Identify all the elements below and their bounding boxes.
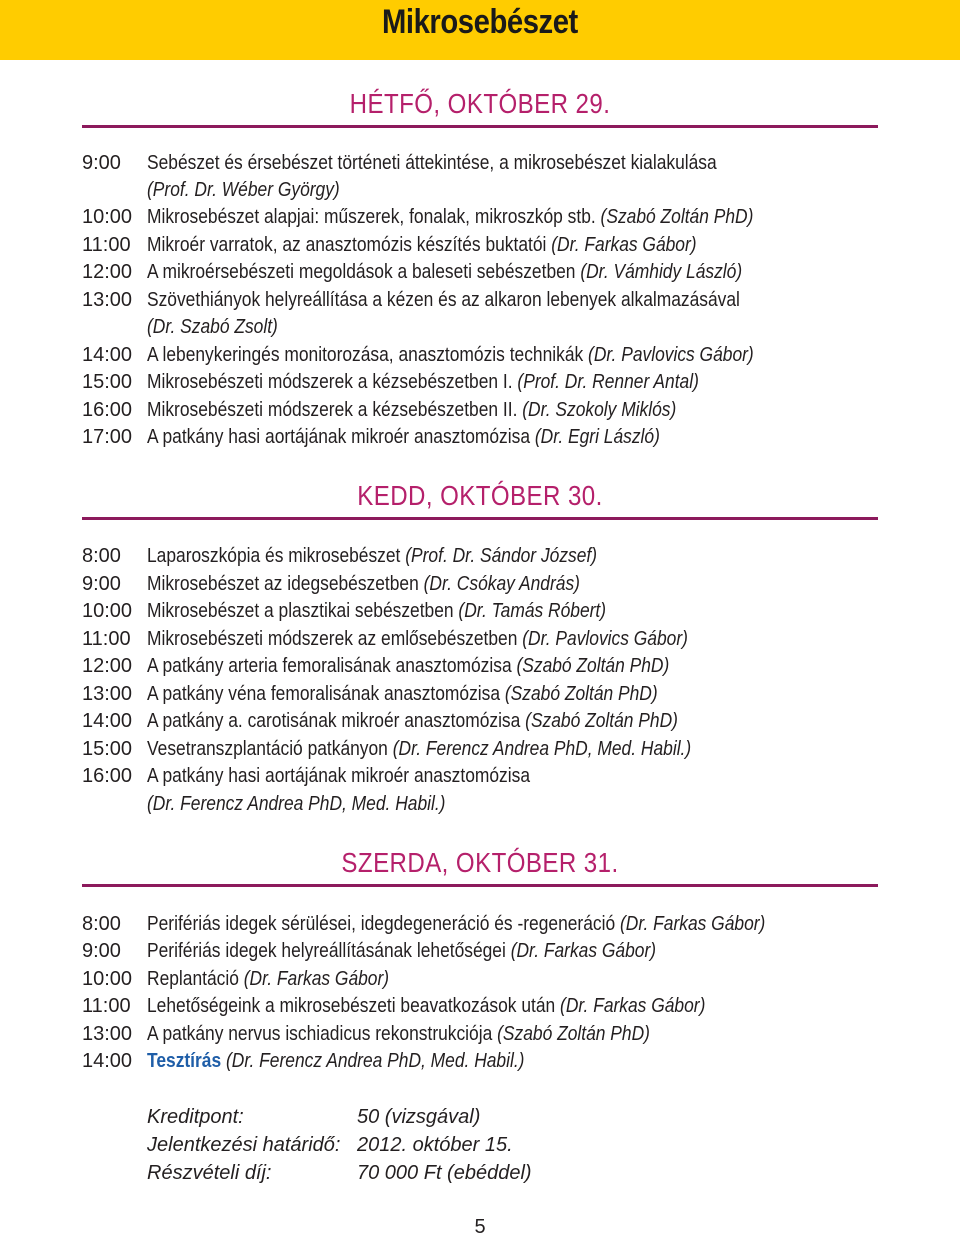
divider bbox=[82, 884, 878, 887]
info-value: 70 000 Ft (ebéddel) bbox=[357, 1162, 532, 1184]
session-time: 15:00 bbox=[82, 371, 133, 393]
session-title: Replantáció bbox=[147, 968, 239, 990]
session-speaker: (Szabó Zoltán PhD) bbox=[504, 683, 658, 705]
session-speaker: (Prof. Dr. Sándor József) bbox=[405, 545, 598, 567]
schedule-row bbox=[82, 314, 882, 341]
session-title: A patkány hasi aortájának mikroér anasztomózisa bbox=[147, 426, 531, 448]
session-title: Vesetranszplantáció patkányon bbox=[147, 738, 388, 760]
session-title: Mikrosebészeti módszerek az emlősebészetben bbox=[147, 628, 518, 650]
session-time: 13:00 bbox=[82, 1023, 133, 1045]
session-time: 12:00 bbox=[82, 655, 133, 677]
schedule-row bbox=[82, 232, 882, 259]
session-speaker: (Dr. Tamás Róbert) bbox=[458, 600, 607, 622]
schedule-row bbox=[82, 424, 882, 451]
divider bbox=[82, 517, 878, 520]
session-title: Lehetőségeink a mikrosebészeti beavatkozások után bbox=[147, 995, 556, 1017]
session-time: 10:00 bbox=[82, 206, 133, 228]
session-speaker: (Dr. Farkas Gábor) bbox=[243, 968, 390, 990]
header-banner bbox=[0, 0, 960, 60]
session-title: Mikrosebészeti módszerek a kézsebészetben I. bbox=[147, 371, 513, 393]
schedule-row bbox=[82, 911, 882, 938]
session-title: A patkány a. carotisának mikroér anasztomózisa bbox=[147, 710, 521, 732]
schedule-row bbox=[82, 177, 882, 204]
session-time: 13:00 bbox=[82, 289, 133, 311]
session-time: 9:00 bbox=[82, 573, 121, 595]
schedule-row bbox=[82, 598, 882, 625]
session-time: 9:00 bbox=[82, 940, 121, 962]
session-title: A mikroérsebészeti megoldások a baleseti sebészetben bbox=[147, 261, 576, 283]
day-heading: HÉTFŐ, OKTÓBER 29. bbox=[349, 88, 611, 119]
schedule-row bbox=[82, 993, 882, 1020]
session-title: A lebenykeringés monitorozása, anasztomózis technikák bbox=[147, 344, 584, 366]
session-time: 16:00 bbox=[82, 399, 133, 421]
schedule-row bbox=[82, 1048, 882, 1075]
session-time: 11:00 bbox=[82, 234, 131, 256]
schedule-row bbox=[82, 287, 882, 314]
schedule-row bbox=[82, 626, 882, 653]
info-label: Részvételi díj: bbox=[147, 1162, 272, 1184]
session-time: 10:00 bbox=[82, 600, 133, 622]
session-time: 16:00 bbox=[82, 765, 133, 787]
schedule-row bbox=[82, 938, 882, 965]
info-row bbox=[147, 1159, 647, 1187]
schedule-row bbox=[82, 791, 882, 818]
info-value: 2012. október 15. bbox=[357, 1134, 513, 1156]
schedule-row bbox=[82, 543, 882, 570]
session-time: 14:00 bbox=[82, 1050, 133, 1072]
session-title: Laparoszkópia és mikrosebészet bbox=[147, 545, 401, 567]
session-title: Szövethiányok helyreállítása a kézen és az alkaron lebenyek alkalmazásával bbox=[147, 289, 740, 311]
day-heading: KEDD, OKTÓBER 30. bbox=[357, 480, 603, 511]
schedule-row bbox=[82, 571, 882, 598]
session-title: A patkány nervus ischiadicus rekonstrukciója bbox=[147, 1023, 493, 1045]
info-value: 50 (vizsgával) bbox=[357, 1106, 481, 1128]
info-row bbox=[147, 1131, 647, 1159]
info-label: Kreditpont: bbox=[147, 1106, 244, 1128]
session-time: 14:00 bbox=[82, 344, 133, 366]
schedule-row bbox=[82, 681, 882, 708]
session-speaker: (Dr. Ferencz Andrea PhD, Med. Habil.) bbox=[147, 793, 446, 815]
session-time: 12:00 bbox=[82, 261, 133, 283]
schedule-row bbox=[82, 369, 882, 396]
session-speaker: (Prof. Dr. Renner Antal) bbox=[517, 371, 699, 393]
schedule-row bbox=[82, 150, 882, 177]
session-speaker: (Szabó Zoltán PhD) bbox=[497, 1023, 650, 1045]
schedule-row bbox=[82, 763, 882, 790]
session-speaker: (Prof. Dr. Wéber György) bbox=[147, 179, 340, 201]
session-speaker: (Dr. Farkas Gábor) bbox=[510, 940, 657, 962]
session-speaker: (Szabó Zoltán PhD) bbox=[516, 655, 670, 677]
schedule-row bbox=[82, 204, 882, 231]
session-speaker: (Dr. Szokoly Miklós) bbox=[522, 399, 677, 421]
session-title: Perifériás idegek helyreállításának lehetőségei bbox=[147, 940, 506, 962]
info-label: Jelentkezési határidő: bbox=[147, 1134, 341, 1156]
session-time: 9:00 bbox=[82, 152, 121, 174]
schedule-row bbox=[82, 966, 882, 993]
day-heading: SZERDA, OKTÓBER 31. bbox=[341, 847, 619, 878]
session-speaker: (Dr. Egri László) bbox=[534, 426, 660, 448]
session-title: Mikroér varratok, az anasztomózis készítés buktatói bbox=[147, 234, 547, 256]
page-title: Mikrosebészet bbox=[382, 3, 578, 41]
schedule-row bbox=[82, 259, 882, 286]
session-title: Sebészet és érsebészet történeti áttekintése, a mikrosebészet kialakulása bbox=[147, 152, 717, 174]
session-time: 13:00 bbox=[82, 683, 133, 705]
session-speaker: (Dr. Pavlovics Gábor) bbox=[522, 628, 688, 650]
session-speaker: (Dr. Pavlovics Gábor) bbox=[588, 344, 754, 366]
schedule-row bbox=[82, 1021, 882, 1048]
page-number: 5 bbox=[474, 1216, 486, 1238]
session-speaker: (Szabó Zoltán PhD) bbox=[525, 710, 678, 732]
session-title: Mikrosebészet alapjai: műszerek, fonalak, mikroszkóp stb. bbox=[147, 206, 596, 228]
session-time: 17:00 bbox=[82, 426, 133, 448]
session-time: 8:00 bbox=[82, 545, 121, 567]
session-time: 8:00 bbox=[82, 913, 121, 935]
schedule-row bbox=[82, 736, 882, 763]
session-time: 11:00 bbox=[82, 628, 131, 650]
session-title: Mikrosebészet az idegsebészetben bbox=[147, 573, 419, 595]
schedule-row bbox=[82, 397, 882, 424]
session-speaker: (Dr. Farkas Gábor) bbox=[551, 234, 697, 256]
session-speaker: (Dr. Ferencz Andrea PhD, Med. Habil.) bbox=[225, 1050, 525, 1072]
session-title: A patkány arteria femoralisának anasztomózisa bbox=[147, 655, 512, 677]
schedule-row bbox=[82, 653, 882, 680]
session-speaker: (Dr. Szabó Zsolt) bbox=[147, 316, 278, 338]
session-speaker: (Dr. Ferencz Andrea PhD, Med. Habil.) bbox=[392, 738, 692, 760]
divider bbox=[82, 125, 878, 128]
info-row bbox=[147, 1103, 647, 1131]
session-time: 14:00 bbox=[82, 710, 133, 732]
exam-title: Tesztírás bbox=[147, 1050, 222, 1072]
session-title: A patkány véna femoralisának anasztomózisa bbox=[147, 683, 501, 705]
session-time: 11:00 bbox=[82, 995, 131, 1017]
session-speaker: (Dr. Vámhidy László) bbox=[580, 261, 743, 283]
session-title: Mikrosebészet a plasztikai sebészetben bbox=[147, 600, 454, 622]
session-time: 15:00 bbox=[82, 738, 133, 760]
session-title: A patkány hasi aortájának mikroér anasztomózisa bbox=[147, 765, 531, 787]
schedule-row bbox=[82, 708, 882, 735]
session-time: 10:00 bbox=[82, 968, 133, 990]
session-speaker: (Dr. Farkas Gábor) bbox=[560, 995, 706, 1017]
session-speaker: (Dr. Farkas Gábor) bbox=[619, 913, 766, 935]
session-speaker: (Szabó Zoltán PhD) bbox=[600, 206, 754, 228]
session-title: Perifériás idegek sérülései, idegdegeneráció és -regeneráció bbox=[147, 913, 616, 935]
session-title: Mikrosebészeti módszerek a kézsebészetben II. bbox=[147, 399, 518, 421]
schedule-row bbox=[82, 342, 882, 369]
session-speaker: (Dr. Csókay András) bbox=[423, 573, 580, 595]
